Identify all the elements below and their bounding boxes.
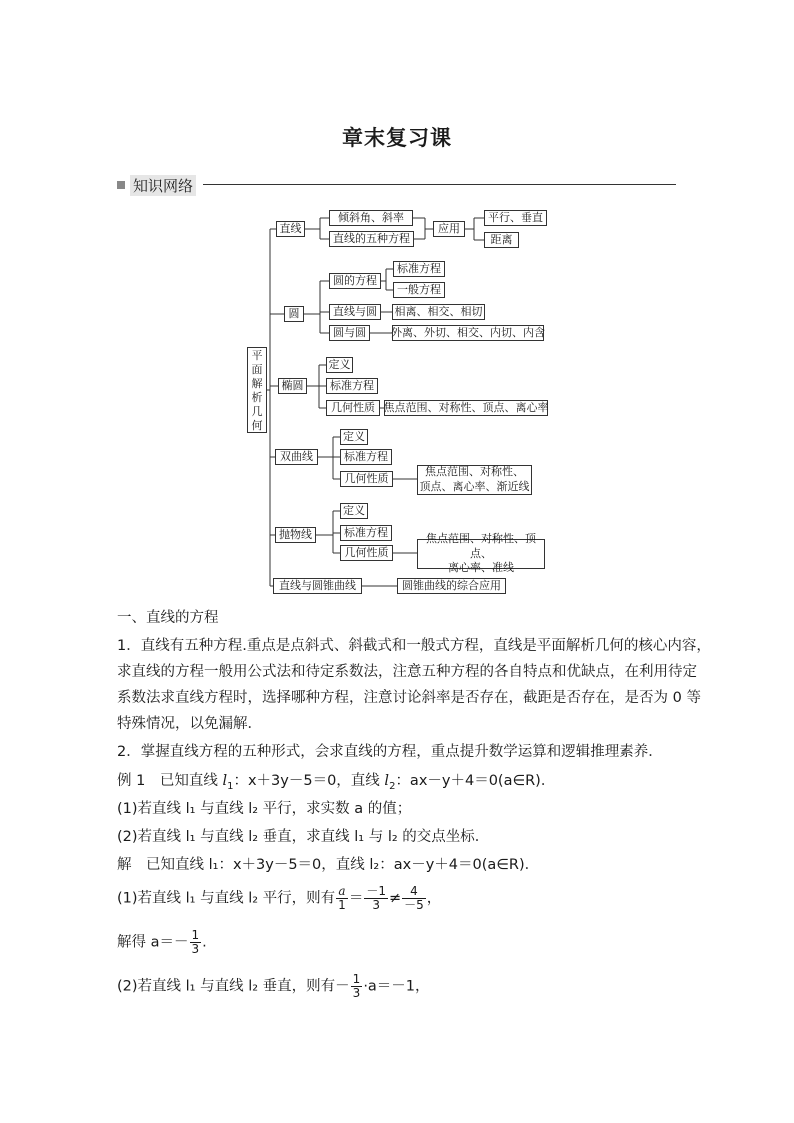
node-ellipse-geometry: 几何性质	[326, 400, 380, 416]
math-text: 解得 a＝－	[117, 934, 189, 951]
node-hyperbola-geometry-detail	[417, 465, 532, 495]
solution-intro: 解 已知直线 l₁：x＋3y－5＝0，直线 l₂：ax－y＋4＝0(a∈R)．	[117, 857, 540, 873]
node-ellipse-definition: 定义	[326, 357, 353, 373]
node-hyperbola-standard: 标准方程	[340, 449, 392, 465]
node-circle-circle-relation: 外离、外切、相交、内切、内含	[391, 326, 545, 340]
subsection-heading: 一、直线的方程	[117, 610, 219, 626]
root-char: 面	[251, 363, 263, 376]
node-parabola: 抛物线	[275, 527, 316, 543]
math-text: ：ax－y＋4＝0(a∈R)．	[395, 773, 556, 789]
node-line-circle-relation: 相离、相交、相切	[392, 304, 485, 320]
fraction	[190, 929, 202, 956]
section-title: 知识网络	[130, 175, 196, 196]
node-parabola-definition: 定义	[340, 503, 368, 519]
node-distance: 距离	[484, 232, 519, 248]
node-circle: 圆	[284, 306, 304, 322]
detail-line: 顶点、离心率、渐近线	[419, 480, 530, 493]
paragraph-line: 特殊情况，以免漏解．	[117, 716, 262, 732]
fraction	[402, 885, 426, 912]
detail-line: 离心率、准线	[448, 561, 514, 575]
node-parabola-geometry: 几何性质	[340, 545, 393, 561]
node-hyperbola: 双曲线	[275, 449, 318, 465]
math-var: l	[222, 773, 228, 789]
node-ellipse-standard: 标准方程	[326, 378, 378, 394]
node-line-circle: 直线与圆	[329, 304, 381, 320]
node-conic-application: 圆锥曲线的综合应用	[397, 578, 506, 594]
node-ellipse: 椭圆	[278, 378, 307, 394]
solution-step-2	[117, 973, 430, 1000]
fraction-den: －5	[404, 898, 424, 912]
node-line: 直线	[276, 221, 305, 237]
math-text: (1)若直线 l₁ 与直线 l₂ 平行，则有	[117, 890, 336, 907]
fraction-num: 1	[352, 972, 361, 986]
node-circle-standard: 标准方程	[393, 261, 445, 277]
node-five-equations: 直线的五种方程	[329, 231, 414, 247]
root-char: 解	[251, 377, 263, 390]
fraction	[351, 973, 363, 1000]
math-sub: 2	[389, 780, 396, 792]
node-parabola-geometry-detail	[417, 531, 545, 575]
node-ellipse-geometry-detail: 焦点范围、对称性、顶点、离心率	[383, 401, 549, 415]
detail-line: 焦点范围、对称性、顶点、	[426, 531, 536, 560]
fraction	[364, 885, 388, 912]
root-char: 平	[251, 349, 263, 362]
root-char: 析	[251, 391, 263, 404]
node-hyperbola-geometry: 几何性质	[340, 471, 393, 487]
math-text: ≠	[388, 890, 402, 907]
page-title: 章末复习课	[342, 126, 452, 150]
paragraph-line: 1．直线有五种方程.重点是点斜式、斜截式和一般式方程，直线是平面解析几何的核心内容，	[117, 638, 711, 654]
math-text: ：x＋3y－5＝0，直线	[233, 773, 385, 789]
node-circle-circle: 圆与圆	[329, 325, 370, 341]
fraction-num: 1	[191, 928, 200, 942]
math-text: .	[202, 934, 207, 951]
example-statement	[117, 769, 555, 799]
root-char: 何	[251, 419, 263, 432]
mindmap-root	[247, 347, 267, 433]
fraction-den: 3	[372, 898, 380, 912]
fraction-num: －1	[366, 884, 386, 898]
root-char: 几	[251, 405, 263, 418]
fraction-den: 3	[352, 986, 361, 1000]
example-label: 例 1 已知直线	[117, 773, 223, 789]
node-parabola-standard: 标准方程	[340, 525, 392, 541]
fraction-den: 1	[338, 898, 346, 912]
question-2: (2)若直线 l₁ 与直线 l₂ 垂直，求直线 l₁ 与 l₂ 的交点坐标．	[117, 829, 490, 845]
solution-step-1	[117, 885, 441, 912]
math-text: ，	[426, 890, 442, 907]
paragraph-line: 系数法求直线方程时，选择哪种方程，注意讨论斜率是否存在，截距是否存在，是否为 0 等	[117, 690, 701, 706]
node-hyperbola-definition: 定义	[340, 429, 368, 445]
node-application: 应用	[433, 221, 465, 237]
node-slope: 倾斜角、斜率	[329, 210, 413, 226]
fraction	[336, 885, 348, 912]
fraction-num: 4	[402, 885, 426, 899]
math-text: ·a＝－1，	[363, 978, 430, 995]
node-circle-equation: 圆的方程	[329, 273, 381, 289]
math-sub: 1	[227, 780, 234, 792]
solution-result-1	[117, 929, 207, 956]
detail-line: 焦点范围、对称性、	[425, 465, 524, 479]
fraction-num: a	[336, 885, 348, 899]
paragraph-line: 求直线的方程一般用公式法和待定系数法，注意五种方程的各自特点和优缺点，在利用待定	[117, 664, 697, 680]
node-circle-general: 一般方程	[393, 282, 445, 298]
math-text: ＝	[348, 890, 364, 907]
node-line-conic: 直线与圆锥曲线	[273, 578, 362, 594]
node-parallel-perpendicular: 平行、垂直	[484, 210, 547, 226]
math-var: l	[384, 773, 390, 789]
paragraph-line: 2．掌握直线方程的五种形式，会求直线的方程，重点提升数学运算和逻辑推理素养．	[117, 744, 663, 760]
question-1: (1)若直线 l₁ 与直线 l₂ 平行，求实数 a 的值；	[117, 801, 412, 817]
fraction-den: 3	[191, 942, 200, 956]
math-text: (2)若直线 l₁ 与直线 l₂ 垂直，则有－	[117, 978, 350, 995]
